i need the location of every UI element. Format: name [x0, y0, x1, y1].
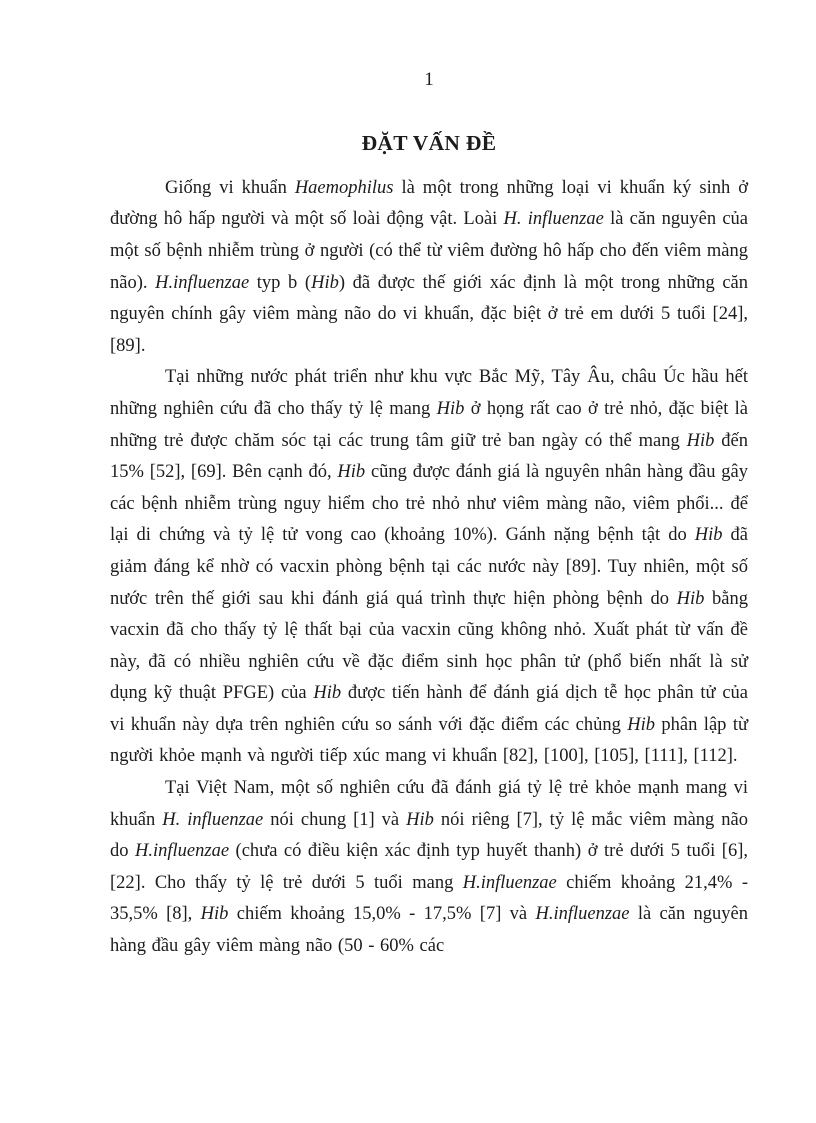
italic-text-run: Hib [311, 272, 339, 293]
text-run: phân lập từ người khỏe mạnh và người tiếp xúc mang vi khuẩn [82], [100], [105], [111], [112]. [110, 714, 748, 767]
italic-text-run: Hib [627, 714, 656, 735]
italic-text-run: Hib [200, 904, 229, 925]
text-run: ở họng rất cao ở trẻ nhỏ, đặc biệt là những trẻ được chăm sóc tại các trung tâm giữ trẻ ban ngày có thể mang [110, 398, 749, 451]
text-run: nói riêng [7], tỷ lệ mắc viêm màng não do [110, 809, 749, 862]
italic-text-run: Hib [337, 462, 366, 483]
italic-text-run: Hib [313, 683, 342, 704]
italic-text-run: Haemophilus [294, 177, 394, 198]
text-run: Tại Việt Nam, một số nghiên cứu đã đánh giá tỷ lệ trẻ khỏe mạnh mang vi khuẩn [110, 778, 748, 830]
italic-text-run: Hib [676, 588, 705, 609]
text-run: chiếm khoảng 21,4% - 35,5% [8], [110, 872, 748, 925]
text-run: Tại những nước phát triển như khu vực Bắc Mỹ, Tây Âu, châu Úc hầu hết những nghiên cứu đã cho thấy tỷ lệ mang [110, 367, 748, 419]
italic-text-run: H. influenzae [162, 809, 264, 830]
italic-text-run: H.influenzae [155, 272, 250, 293]
italic-text-run: Hib [406, 809, 434, 830]
text-run: ) đã được thế giới xác định là một trong những căn nguyên chính gây viêm màng não do vi khuẩn, đặc biệt ở trẻ em dưới 5 tuổi [24], [89]. [110, 272, 748, 356]
document-body [110, 173, 748, 963]
text-run: nói chung [1] và [263, 809, 407, 830]
text-run: (chưa có điều kiện xác định typ huyết thanh) ở trẻ dưới 5 tuổi [6], [22]. Cho thấy tỷ lệ trẻ dưới 5 tuổi mang [110, 841, 749, 893]
text-run: typ b ( [249, 272, 312, 293]
italic-text-run: Hib [436, 398, 465, 419]
italic-text-run: H.influenzae [135, 841, 230, 862]
paragraph [110, 173, 748, 363]
italic-text-run: Hib [686, 430, 715, 451]
text-run: bằng vacxin đã cho thấy tỷ lệ thất bại của vacxin cũng không nhỏ. Xuất phát từ vấn đề này, đã có nhiều nghiên cứu về đặc điểm sinh học phân tử (phổ biến nhất là sử dụng kỹ thuật PFGE) của [110, 588, 749, 704]
text-run: đến 15% [52], [69]. Bên cạnh đó, [110, 430, 748, 483]
text-run: chiếm khoảng 15,0% - 17,5% [7] và [228, 904, 536, 925]
italic-text-run: H. influenzae [503, 209, 604, 230]
italic-text-run: H.influenzae [462, 872, 557, 893]
italic-text-run: Hib [694, 525, 723, 546]
page-number: 1 [424, 69, 434, 90]
text-run: cũng được đánh giá là nguyên nhân hàng đầu gây các bệnh nhiễm trùng nguy hiểm cho trẻ nhỏ như viêm màng não, viêm phổi... để lại di chứng và tỷ lệ tử vong cao (khoảng 10%). Gánh nặng bệnh tật do [110, 462, 749, 546]
text-run: đã giảm đáng kể nhờ có vacxin phòng bệnh tại các nước này [89]. Tuy nhiên, một số nước trên thế giới sau khi đánh giá quá trình thực hiện phòng bệnh do [110, 525, 748, 609]
page-title: ĐẶT VẤN ĐỀ [361, 131, 497, 155]
text-run: là căn nguyên hàng đầu gây viêm màng não (50 - 60% các [110, 904, 748, 957]
text-run: được tiến hành để đánh giá dịch tễ học phân tử của vi khuẩn này dựa trên nghiên cứu so sánh với đặc điểm các chủng [110, 683, 749, 735]
text-run: là một trong những loại vi khuẩn ký sinh ở đường hô hấp người và một số loài động vật. Loài [110, 177, 748, 230]
text-run: là căn nguyên của một số bệnh nhiễm trùng ở người (có thể từ viêm đường hô hấp cho đến viêm màng não). [110, 209, 749, 293]
paragraph [110, 362, 748, 773]
text-run: Giống vi khuẩn [165, 177, 295, 198]
italic-text-run: H.influenzae [535, 904, 630, 925]
paragraph [110, 773, 748, 963]
